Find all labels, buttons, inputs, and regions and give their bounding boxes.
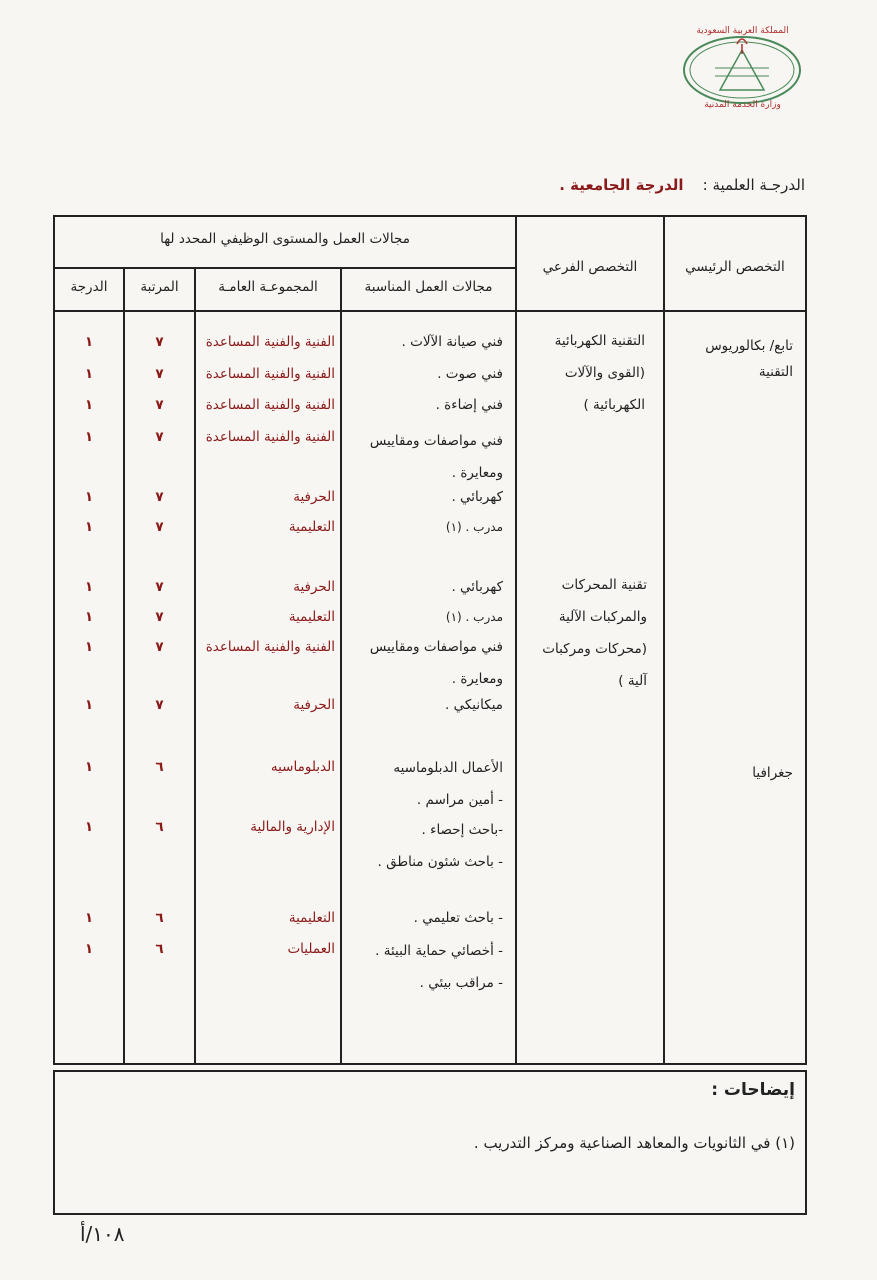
- general-group: الحرفية: [293, 697, 335, 713]
- general-group: الإدارية والمالية: [250, 819, 335, 835]
- grade-value: ١: [84, 759, 94, 775]
- work-field: الأعمال الدبلوماسيه - أمين مراسم .: [393, 760, 503, 808]
- sub-spec: تقنية المحركات والمركبات الآلية (محركات ومركبات آلية ): [542, 577, 647, 689]
- notes-title: إيضاحات :: [711, 1080, 795, 1100]
- col-divider: [340, 267, 342, 1063]
- grade-value: ١: [84, 579, 94, 595]
- work-field: ميكانيكي .: [445, 697, 503, 713]
- general-group: الحرفية: [293, 579, 335, 595]
- grade-value: ١: [84, 429, 94, 445]
- row-divider: [55, 267, 517, 269]
- rank-value: ٦: [155, 759, 164, 775]
- work-field: مدرب . (١): [445, 610, 503, 624]
- row-divider: [55, 310, 805, 312]
- general-group: الفنية والفنية المساعدة: [205, 639, 335, 655]
- grade-value: ١: [84, 489, 94, 505]
- grade-value: ١: [84, 334, 94, 350]
- work-field: كهربائي .: [451, 489, 503, 505]
- col-divider: [515, 217, 517, 1063]
- rank-value: ٧: [155, 639, 164, 655]
- work-field: - باحث تعليمي .: [413, 910, 503, 926]
- rank-value: ٧: [155, 429, 164, 445]
- rank-value: ٧: [155, 697, 164, 713]
- rank-value: ٦: [155, 941, 164, 957]
- main-spec: جغرافيا: [752, 765, 793, 781]
- rank-value: ٦: [155, 910, 164, 926]
- work-field: فني إضاءة .: [435, 397, 503, 413]
- general-group: الدبلوماسيه: [270, 759, 335, 775]
- seal-bottom-text: وزارة الخدمة المدنية: [704, 100, 781, 110]
- work-field: مدرب . (١): [445, 520, 503, 534]
- rank-value: ٧: [155, 609, 164, 625]
- rank-value: ٧: [155, 519, 164, 535]
- col-divider: [194, 267, 196, 1063]
- seal-top-text: المملكة العربية السعودية: [696, 26, 789, 36]
- grade-value: ١: [84, 519, 94, 535]
- grade-value: ١: [84, 397, 94, 413]
- header-rank: المرتبة: [140, 279, 179, 295]
- header-main-specialization: التخصص الرئيسي: [685, 259, 785, 275]
- specializations-table: [53, 215, 807, 1065]
- rank-value: ٦: [155, 819, 164, 835]
- grade-value: ١: [84, 366, 94, 382]
- general-group: الفنية والفنية المساعدة: [205, 397, 335, 413]
- work-field: -باحث إحصاء . - باحث شئون مناطق .: [377, 822, 503, 870]
- rank-value: ٧: [155, 489, 164, 505]
- general-group: التعليمية: [288, 609, 335, 625]
- note-item: (١) في الثانويات والمعاهد الصناعية ومركز التدريب .: [473, 1134, 795, 1152]
- general-group: العمليات: [287, 941, 335, 957]
- work-field: كهربائي .: [451, 579, 503, 595]
- col-divider: [663, 217, 665, 1063]
- grade-value: ١: [84, 941, 94, 957]
- rank-value: ٧: [155, 397, 164, 413]
- grade-value: ١: [84, 819, 94, 835]
- header-work-fields-group: مجالات العمل والمستوى الوظيفي المحدد لها: [160, 231, 410, 247]
- page-number: ١٠٨/أ: [80, 1222, 125, 1246]
- general-group: الفنية والفنية المساعدة: [205, 429, 335, 445]
- general-group: الفنية والفنية المساعدة: [205, 334, 335, 350]
- work-field: فني مواصفات ومقاييس ومعايرة .: [369, 433, 503, 481]
- degree-line: [385, 176, 805, 194]
- general-group: الفنية والفنية المساعدة: [205, 366, 335, 382]
- header-work-fields: مجالات العمل المناسبة: [364, 279, 493, 295]
- notes-box: [53, 1070, 807, 1215]
- header-general-group: المجموعـة العامـة: [218, 279, 318, 295]
- sub-spec: التقنية الكهربائية (القوى والآلات الكهربائية ): [554, 333, 645, 413]
- main-spec: تابع/ بكالوريوس التقنية: [705, 338, 793, 380]
- rank-value: ٧: [155, 334, 164, 350]
- rank-value: ٧: [155, 579, 164, 595]
- work-field: فني صوت .: [437, 366, 503, 382]
- header-sub-specialization: التخصص الفرعي: [542, 259, 638, 275]
- header-grade: الدرجة: [70, 279, 108, 295]
- general-group: التعليمية: [288, 519, 335, 535]
- general-group: الحرفية: [293, 489, 335, 505]
- work-field: فني صيانة الآلات .: [401, 334, 503, 350]
- grade-value: ١: [84, 639, 94, 655]
- rank-value: ٧: [155, 366, 164, 382]
- grade-value: ١: [84, 910, 94, 926]
- degree-value: الدرجة الجامعية .: [559, 176, 684, 194]
- ministry-seal: [675, 20, 810, 115]
- grade-value: ١: [84, 697, 94, 713]
- degree-label: الدرجـة العلمية :: [702, 176, 805, 194]
- general-group: التعليمية: [288, 910, 335, 926]
- work-field: - أخصائي حماية البيئة . - مراقب بيئي .: [375, 943, 503, 991]
- grade-value: ١: [84, 609, 94, 625]
- work-field: فني مواصفات ومقاييس ومعايرة .: [369, 639, 503, 687]
